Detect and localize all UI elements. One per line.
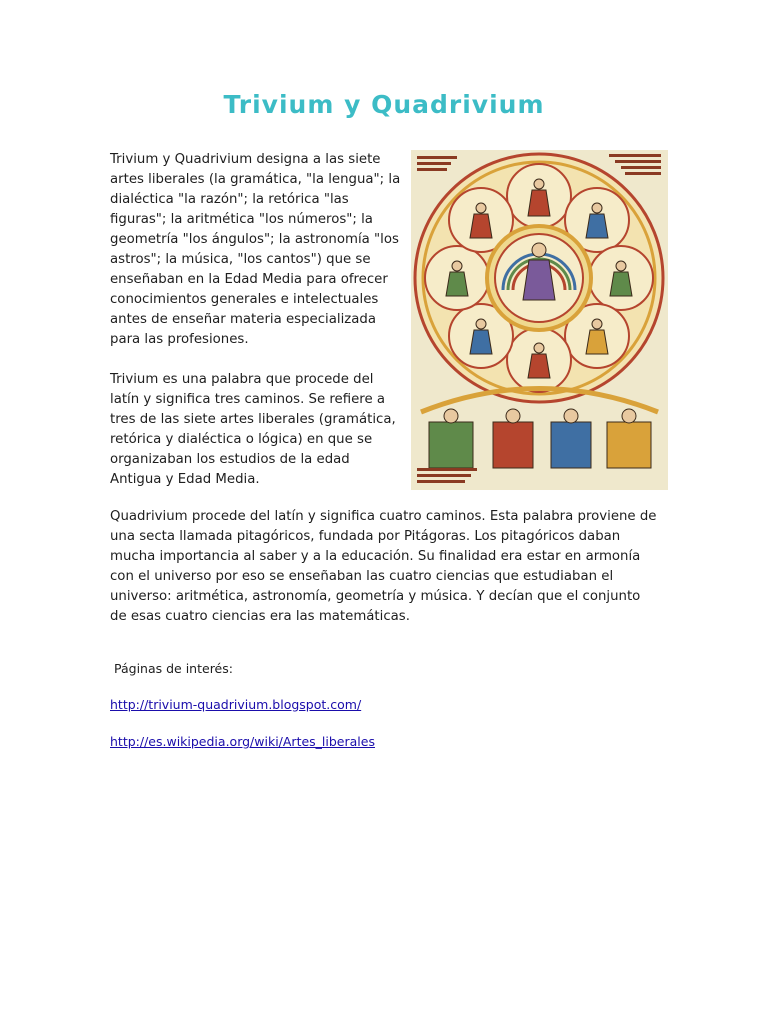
illustration-svg	[411, 150, 668, 490]
interest-label: Páginas de interés:	[114, 661, 233, 676]
intro-paragraph-2: Trivium es una palabra que procede del latín y significa tres caminos. Se refiere a tres de las siete artes liberales (gramática, retórica y dialéctica o lógica) en que se organizaban los estudios de la edad Antigua y Edad Media.	[110, 372, 396, 487]
intro-paragraph-1: Trivium y Quadrivium designa a las siete artes liberales (la gramática, "la lengua"; la dialéctica "la razón"; la retórica "las figuras"; la aritmética "los números"; la geometría "los ángulos"; la astronomía "los astros"; la música, "los cantos") que se enseñaban en la Edad Media para ofrecer conocimientos generales e intelectuales antes de enseñar materia especializada para las profesiones.	[110, 152, 401, 347]
page-title: Trivium y Quadrivium	[223, 90, 545, 119]
intro-text	[110, 150, 402, 510]
link-wikipedia-artes-liberales[interactable]: http://es.wikipedia.org/wiki/Artes_liberales	[110, 734, 375, 749]
link-trivium-blog[interactable]: http://trivium-quadrivium.blogspot.com/	[110, 697, 362, 712]
quadrivium-paragraph: Quadrivium procede del latín y significa cuatro caminos. Esta palabra proviene de una secta llamada pitagóricos, fundada por Pitágoras. Los pitagóricos daban mucha importancia al saber y a la educación. Su finalidad era estar en armonía con el universo por eso se enseñaban las cuatro ciencias que estudiaban el universo: aritmética, astronomía, geometría y música. Y decían que el conjunto de esas cuatro ciencias era las matemáticas.	[110, 509, 657, 624]
liberal-arts-illustration	[411, 150, 668, 490]
